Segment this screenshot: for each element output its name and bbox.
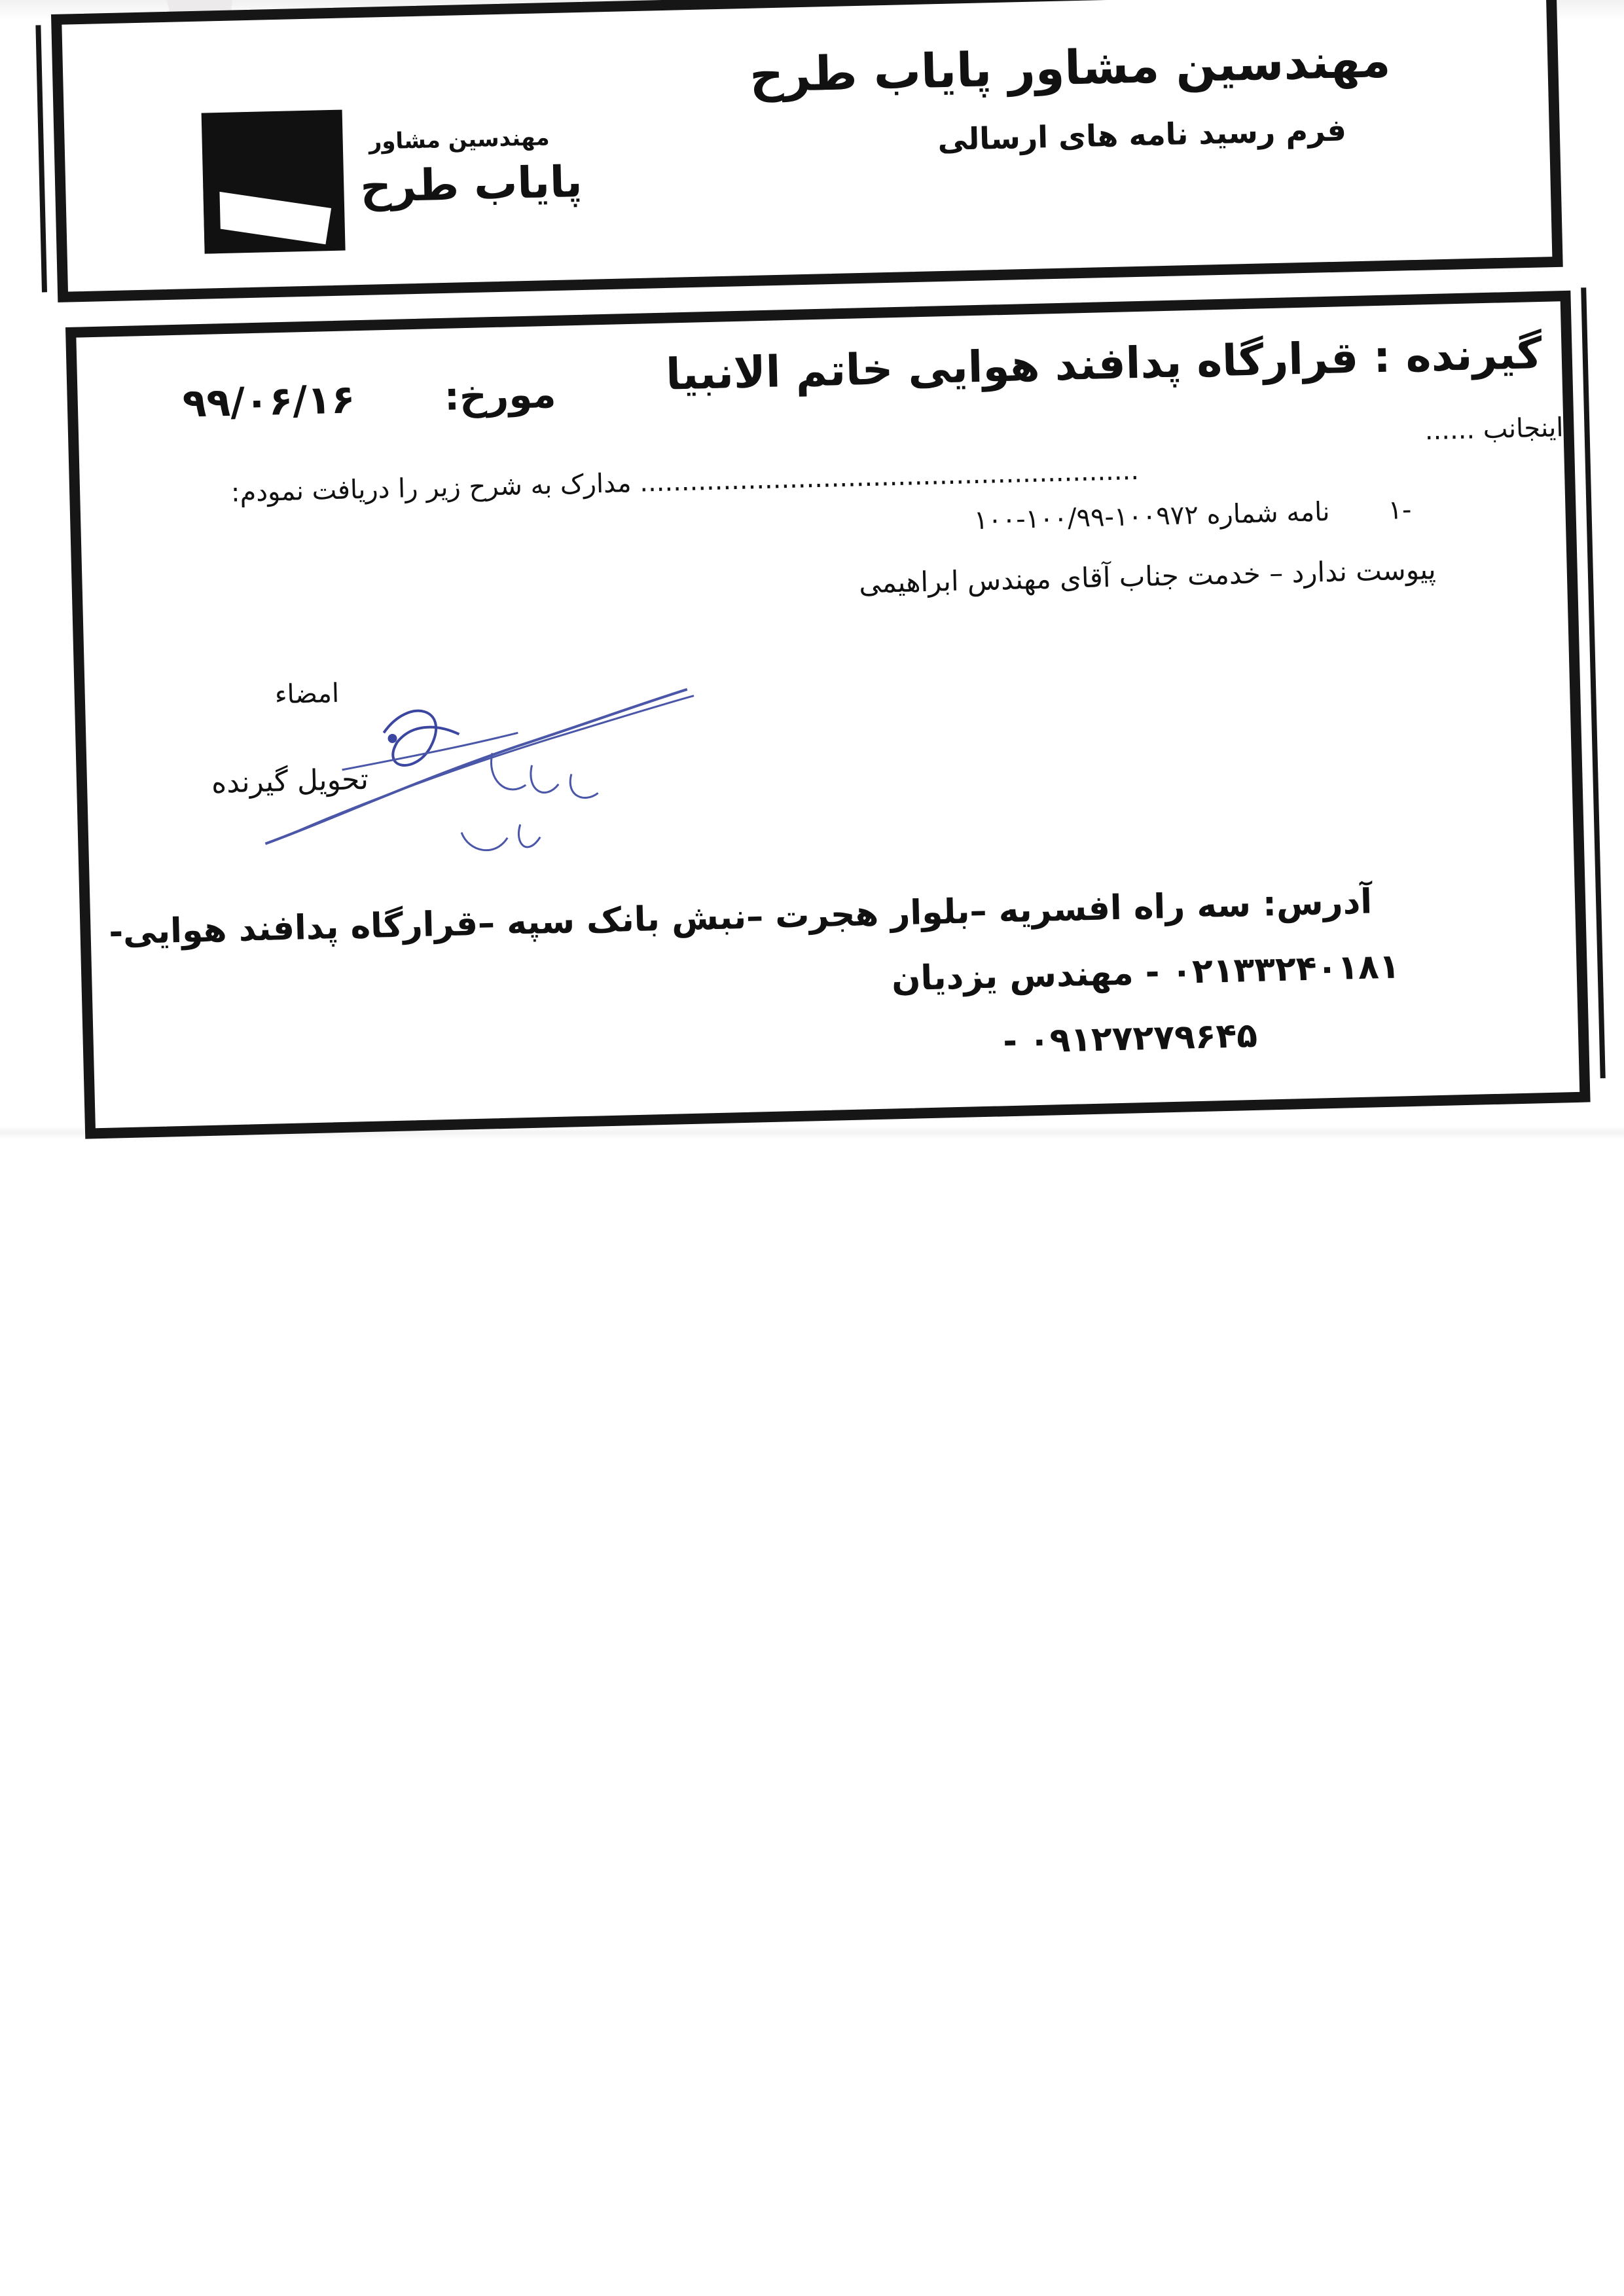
ijanab-line: اینجانب ......	[1424, 412, 1564, 446]
logo-subtitle: مهندسین مشاور	[369, 124, 550, 155]
address: آدرس: سه راه افسریه –بلوار هجرت –نبش بانک سپه –قرارگاه پدافند هوایی-	[108, 882, 1373, 953]
item-number: -۱	[1387, 494, 1412, 526]
documents-line: ............................................................ مدارک به شرح زیر را دریافت نمودم:	[230, 456, 1140, 508]
date-value: ۹۹/۰۶/۱۶	[182, 376, 356, 427]
phone-line: ۰۲۱۳۳۲۴۰۱۸۱ - مهندس یزدیان	[891, 947, 1401, 999]
company-logo	[202, 105, 583, 270]
mobile-line: ۰۹۱۲۷۲۷۹۶۴۵ -	[1002, 1015, 1258, 1062]
item-text: نامه شماره ۱۰۰۹۷۲-۱۰۰/۹۹-۱۰۰	[973, 496, 1331, 536]
handwritten-signature	[242, 663, 705, 883]
attachment-note: پیوست ندارد – خدمت جناب آقای مهندس ابراهیمی	[858, 553, 1437, 600]
logo-mark-icon	[202, 110, 346, 254]
form-title: فرم رسید نامه های ارسالی	[937, 112, 1347, 158]
header-box	[51, 0, 1563, 302]
signature-label: امضاء	[274, 678, 340, 710]
delivery-label: تحویل گیرنده	[211, 762, 369, 800]
receipt-box	[65, 291, 1591, 1139]
company-name: مهندسین مشاور پایاب طرح	[749, 32, 1392, 103]
recipient: گیرنده : قرارگاه پدافند هوایی خاتم الانبیا	[665, 327, 1543, 400]
logo-name: پایاب طرح	[359, 156, 583, 212]
date-label: مورخ:	[443, 371, 557, 419]
